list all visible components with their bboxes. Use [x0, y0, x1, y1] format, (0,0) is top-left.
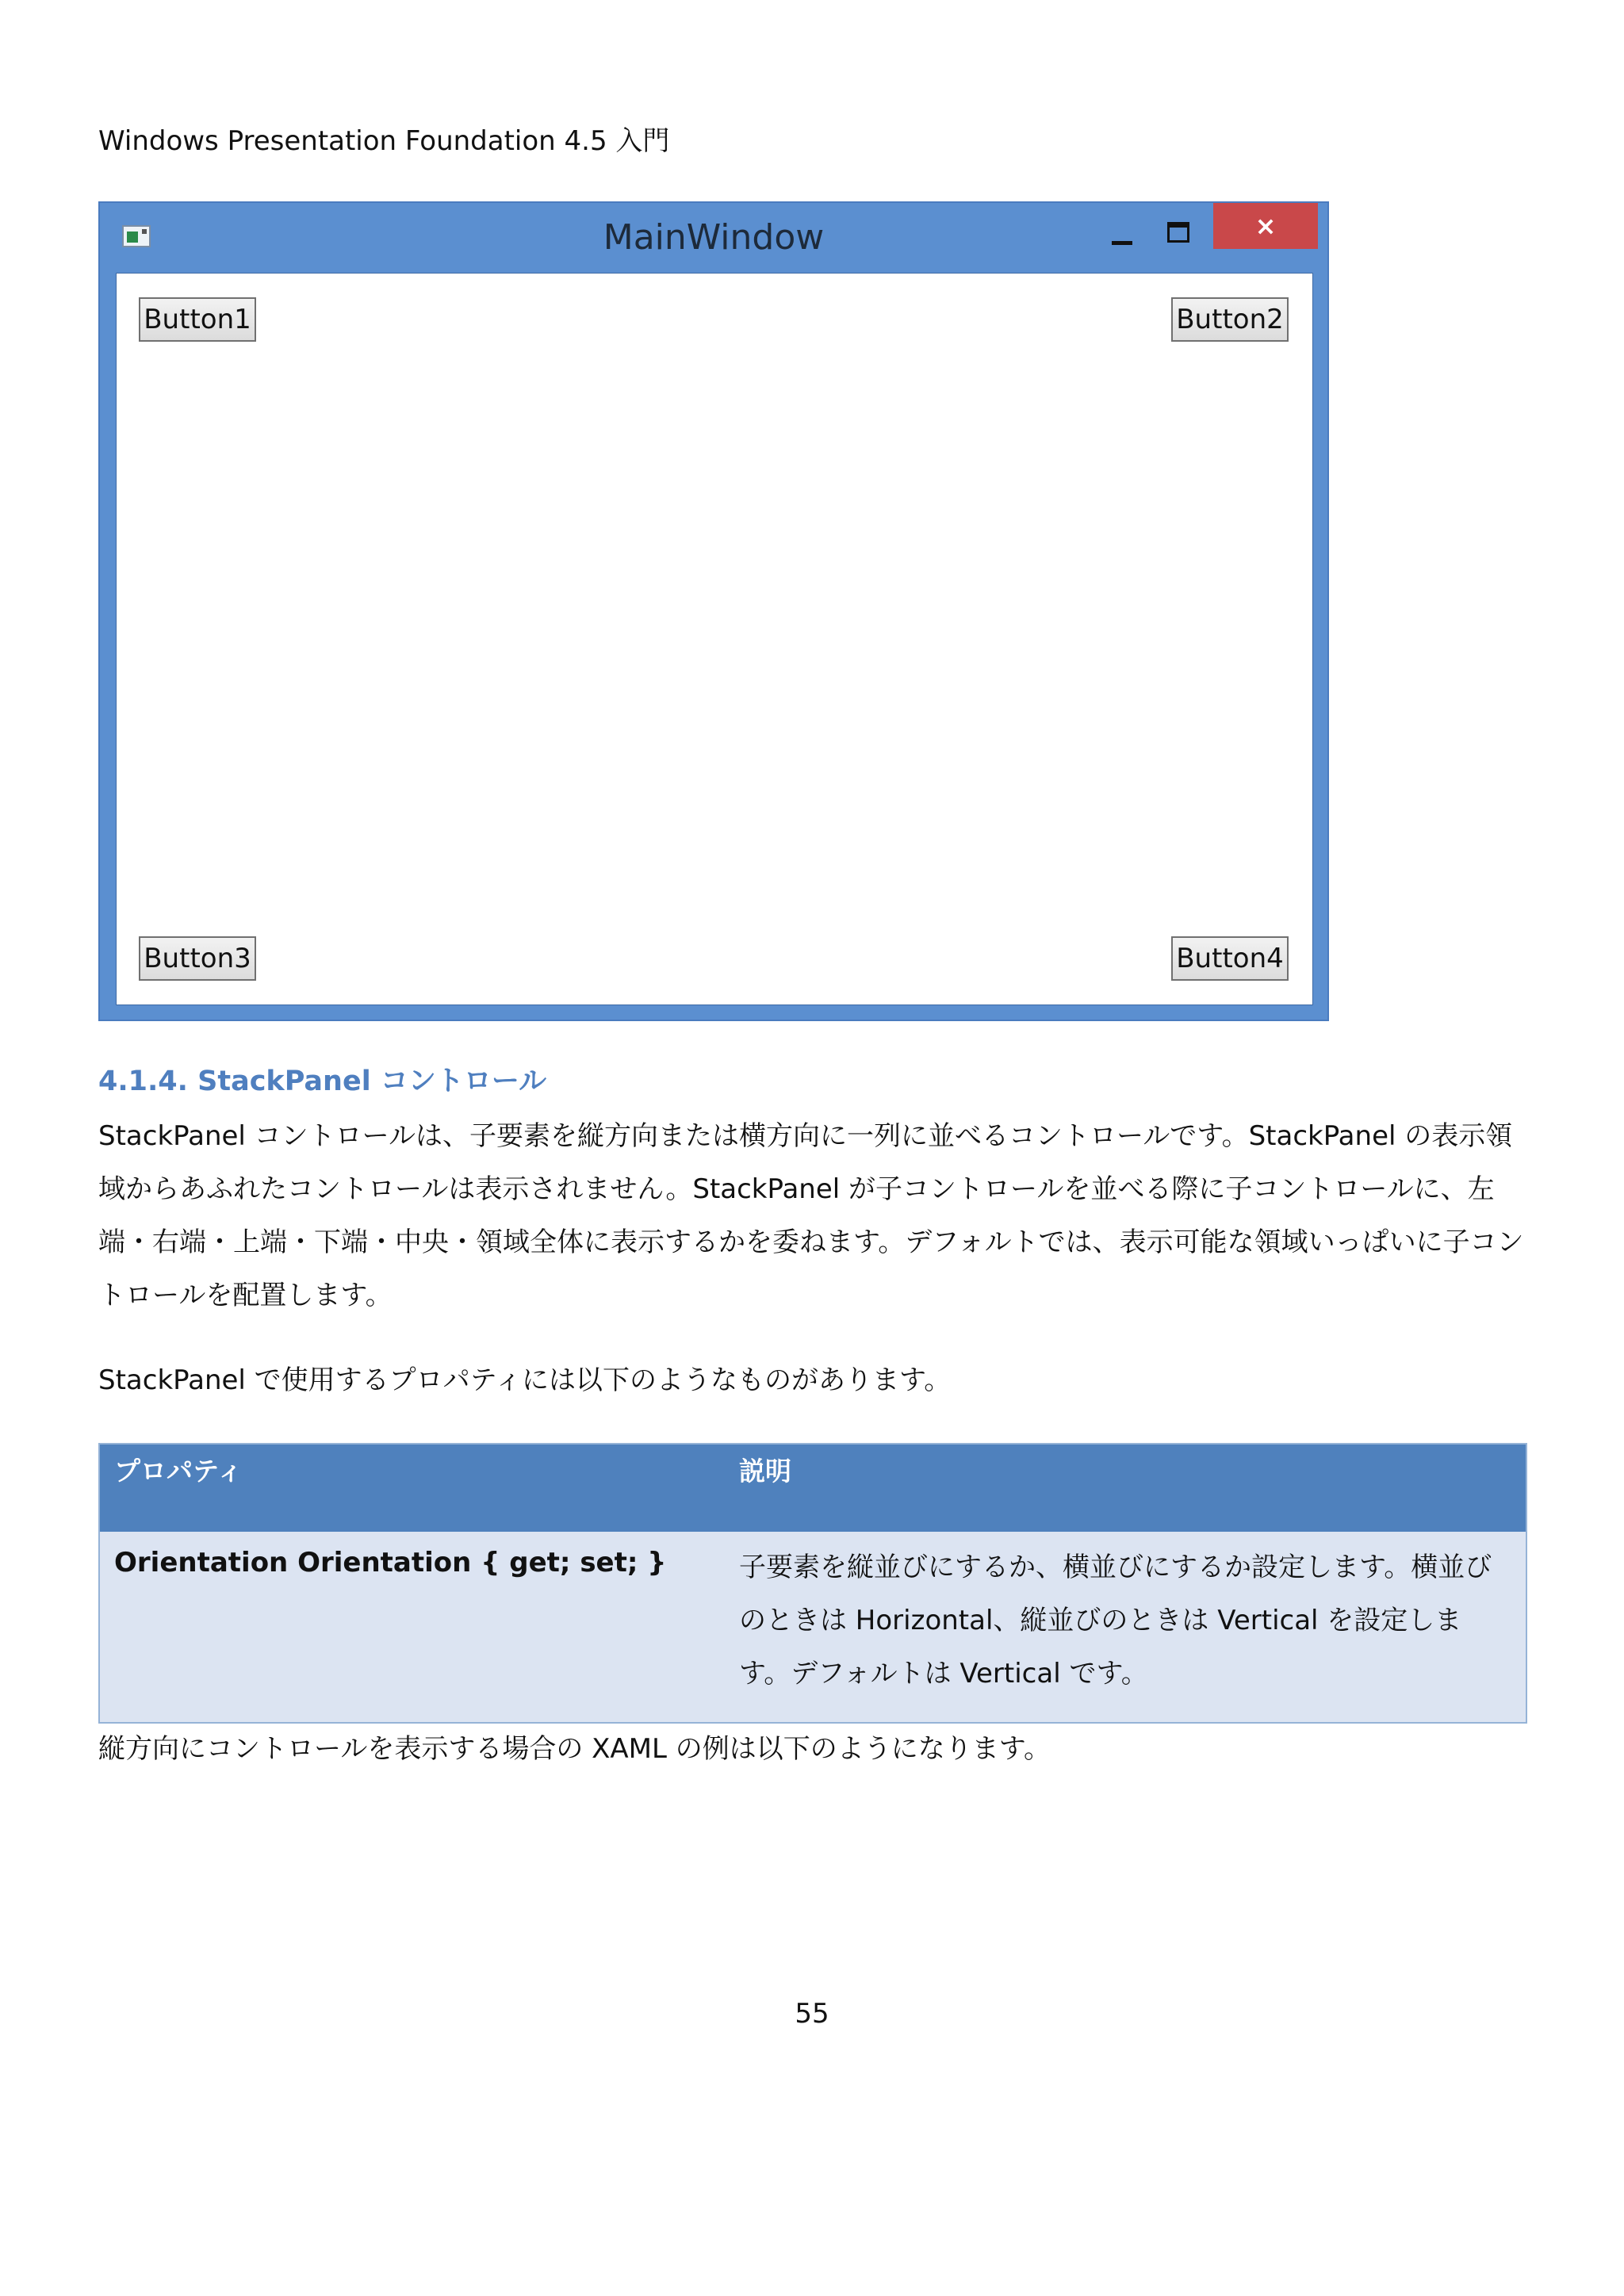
table-header-property: プロパティ: [114, 1456, 243, 1487]
table-row: [100, 1532, 1526, 1722]
button2[interactable]: Button2: [1171, 297, 1289, 342]
window-titlebar: [100, 203, 1327, 271]
table-header-row: [100, 1445, 1526, 1532]
table-cell-property: Orientation Orientation { get; set; }: [114, 1547, 667, 1578]
section-heading: 4.1.4. StackPanel コントロール: [98, 1066, 547, 1097]
properties-intro: StackPanel で使用するプロパティには以下のようなものがあります。: [98, 1364, 952, 1396]
window-title: MainWindow: [603, 217, 825, 258]
button3[interactable]: Button3: [139, 936, 256, 981]
minimize-icon[interactable]: [1101, 214, 1143, 254]
table-header-description: 説明: [739, 1456, 791, 1487]
mainwindow-screenshot: [98, 201, 1329, 1021]
table-cell-description: 子要素を縦並びにするか、横並びにするか設定します。横並びのときは Horizontal、縦並びのときは Vertical を設定します。デフォルトは Vertical です。: [739, 1552, 1492, 1689]
property-table: [98, 1443, 1527, 1724]
maximize-icon[interactable]: [1158, 214, 1201, 254]
page-number: 55: [795, 1998, 829, 2030]
button4[interactable]: Button4: [1171, 936, 1289, 981]
xaml-example-intro: 縦方向にコントロールを表示する場合の XAML の例は以下のようになります。: [98, 1733, 1051, 1765]
close-icon[interactable]: ×: [1213, 203, 1318, 249]
intro-paragraph: StackPanel コントロールは、子要素を縦方向または横方向に一列に並べるコントロールです。StackPanel の表示領域からあふれたコントロールは表示されません。StackPanel が子コントロールを並べる際に子コントロールに、左端・右端・上端・下端・中央・領域全体に表示するかを委ねます。デフォルトでは、表示可能な領域いっぱいに子コントロールを配置します。: [98, 1120, 1524, 1311]
button1[interactable]: Button1: [139, 297, 256, 342]
window-client-area: [116, 273, 1313, 1005]
running-header: Windows Presentation Foundation 4.5 入門: [98, 125, 670, 157]
